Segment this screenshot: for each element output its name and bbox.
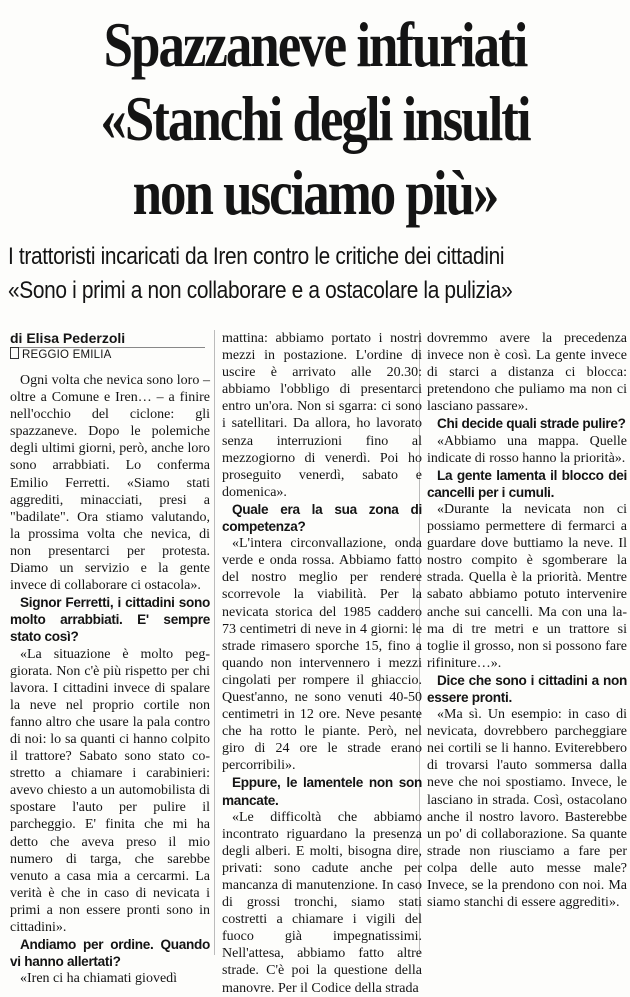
article-column-3: [427, 330, 627, 911]
interview-question: Chi decide quali strade pulire?: [437, 416, 626, 432]
article-paragraph: «Ma sì. Un esempio: in caso di nevicata, dovrebbero parcheggiare nei cortili se li hanno. Eviterebbero di trovarsi l'auto sommersa dalla neve che noi spostiamo. Invece, le lasciano in strada. Così, ostacolano anche il nostro lavoro. Basterebbe un po' di collaborazione. Sa quante strade non riusciamo a fare per colpa delle auto messe male? Invece, se la prendono con noi. Ma siamo stanchi di essere aggrediti».: [427, 707, 627, 911]
article-paragraph: «L'intera circonvallazione, onda verde e onda rossa. Abbiamo fatto del nostro meglio per rendere scorrevole la viabilità. Per la nevicata storica del 1985 caddero 73 centimetri di neve in 4 giorni: le strade rimasero sporche 15, fino a quando non intervennero i mezzi cingolati per rompere il ghiaccio. Quest'anno, ne sono venuti 40-50 centimetri in 12 ore. Neve pesante che ha rotto le piante. Però, nel giro di 24 ore le strade erano percorribili».: [222, 536, 422, 774]
headline-line-2: «Stanchi degli insulti: [100, 84, 530, 154]
headline: [50, 8, 579, 230]
location-marker-icon: [10, 347, 19, 359]
article-column-2: [222, 330, 422, 997]
article-paragraph: «Iren ci ha chiamati giovedì: [20, 971, 178, 987]
interview-question: Quale era la sua zona di competenza?: [222, 501, 422, 535]
interview-question: Dice che sono i cittadini a non essere pronti.: [427, 672, 627, 705]
article-paragraph: Ogni volta che nevica sono loro – oltre a Comune e Iren… – a finire nell'occhio del ciclone: gli spazzaneve. Dopo le polemiche degli ultimi giorni, però, anche loro sono arrabbiati. Lo conferma Emilio Ferretti. «Siamo stati aggrediti, minacciati, presi a "badilate". Ora stiamo valutando, la prossima volta che nevica, di non presentarci per protesta. Diamo un servizio e la gente invece di collaborare ci ostacola».: [10, 373, 210, 594]
article-paragraph: dovremmo avere la precedenza invece non è così. La gente invece di starci a distanza ci blocca: pretendono che puliamo ma non ci lasciano passare».: [427, 331, 627, 415]
byline-place-text: REGGIO EMILIA: [22, 349, 112, 361]
subheadline: [8, 240, 622, 308]
headline-line-1: Spazzaneve infuriati: [103, 10, 527, 80]
article-column-1: [10, 372, 210, 987]
interview-question: Andiamo per ordine. Quando vi hanno allertati?: [10, 937, 210, 970]
article-paragraph: «La situazione è molto peggiorata. Non c'è più rispetto per chi lavora. I cittadini invece di spalare la neve nel proprio cortile non fanno altro che usare la pala contro di noi: lo sa quanti ci hanno colpito il trattore? Sabato sono stato costretto a chiamare i carabinieri: avevo chiesto a un automobilista di spostare l'auto per pulire il parcheggio. E' finita che mi ha detto che aveva preso il mio numero di targa, che sarebbe venuto a casa mia a cercarmi. La verità è che in caso di nevicata i primi a non essere pronti sono in cittadini».: [10, 646, 210, 935]
subheadline-line-2: «Sono i primi a non collaborare e a ostacolare la pulizia»: [8, 277, 513, 304]
headline-line-3: non usciamo più»: [132, 158, 498, 228]
interview-question: La gente lamenta il blocco dei cancelli per i cumuli.: [427, 467, 627, 500]
column-divider: [214, 330, 215, 955]
article-paragraph: «Durante la nevicata non ci possiamo permettere di fermarci a guardare dove buttiamo la neve. Il nostro compito è sgomberare la strada. Quella è la priorità. Mentre sabato abbiamo potuto intervenire anche sui cancelli. Ma con una lama di tre metri e un trattore si toglie il grosso, non si possono fare rifiniture…».: [427, 501, 627, 671]
byline-place: [10, 347, 205, 361]
article-paragraph: «Abbiamo una mappa. Quelle indicate di rosso hanno la priorità».: [427, 433, 627, 466]
interview-question: Eppure, le lamentele non son mancate.: [222, 775, 422, 808]
article-paragraph: «Le difficoltà che abbiamo incontrato riguardano la presenza degli alberi. E molti, bisogna dire, privati: sono cadute anche per mancanza di manutenzione. In caso di grossi tronchi, siamo stati costretti a chiamare i vigili del fuoco già impegnatissimi. Nell'attesa, abbiamo fatto altre strade. C'è poi la questione della manovre. Per il Codice della strada: [222, 809, 422, 996]
article-paragraph: mattina: abbiamo portato i nostri mezzi in postazione. L'ordine di uscire è arrivato alle 20.30: abbiamo l'obbligo di presentarci entro un'ora. Non si sgarra: ci sono i satellitari. Da allora, ho lavorato senza interruzioni fino al mezzogiorno di venerdì. Poi ho proseguito venerdì, sabato e domenica».: [222, 331, 422, 500]
subheadline-line-1: I trattoristi incaricati da Iren contro le critiche dei cittadini: [8, 243, 505, 270]
interview-question: Signor Ferretti, i cittadini sono molto arrabbiati. E' sempre stato così?: [10, 595, 210, 645]
byline-author: di Elisa Pederzoli: [10, 330, 205, 348]
